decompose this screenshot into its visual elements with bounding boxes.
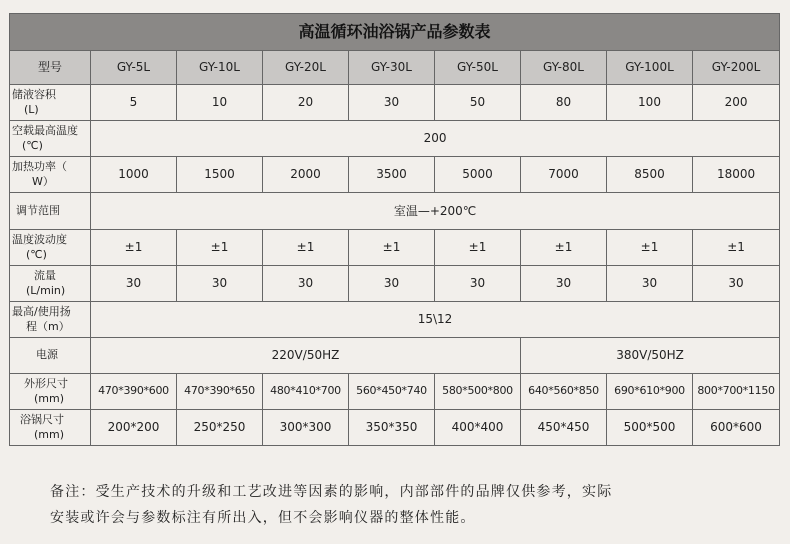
bath-size-cell: 400*400 [435,410,521,446]
power-supply-row [10,338,780,374]
max-temp-row [10,121,780,157]
fluctuation-cell: ±1 [607,230,693,266]
flow-cell: 30 [607,266,693,302]
capacity-label [10,85,91,121]
capacity-cell: 50 [435,85,521,121]
fluctuation-cell: ±1 [435,230,521,266]
power-cell: 5000 [435,157,521,193]
max-temp-label [10,121,91,157]
power-label [10,157,91,193]
flow-cell: 30 [349,266,435,302]
power-supply-small-models: 220V/50HZ [91,338,521,374]
model-header-cell: GY-10L [177,51,263,85]
power-cell: 2000 [263,157,349,193]
flow-label-line2: (L/min) [26,283,66,297]
model-header-cell: GY-80L [521,51,607,85]
lift-label [10,302,91,338]
power-cell: 8500 [607,157,693,193]
power-supply-label: 电源 [10,338,91,374]
range-value: 室温—+200℃ [91,193,780,230]
capacity-label-line1: 储液容积 [12,88,56,102]
capacity-label-line2: (L) [24,102,39,116]
fluctuation-label [10,230,91,266]
outer-size-label-line1: 外形尺寸 [24,377,68,391]
lift-label-line2: 程（m） [26,319,70,333]
model-header-cell: GY-50L [435,51,521,85]
capacity-cell: 200 [693,85,780,121]
power-supply-large-models: 380V/50HZ [521,338,780,374]
fluctuation-label-line1: 温度波动度 [12,233,67,247]
range-label: 调节范围 [10,193,91,230]
flow-cell: 30 [263,266,349,302]
power-cell: 1000 [91,157,177,193]
power-label-line1: 加热功率（ [12,160,67,174]
lift-value: 15\12 [91,302,780,338]
capacity-cell: 10 [177,85,263,121]
model-header-label: 型号 [10,51,91,85]
fluctuation-cell: ±1 [263,230,349,266]
capacity-cell: 80 [521,85,607,121]
outer-size-row [10,374,780,410]
capacity-cell: 5 [91,85,177,121]
power-cell: 7000 [521,157,607,193]
capacity-row [10,85,780,121]
fluctuation-cell: ±1 [521,230,607,266]
power-cell: 3500 [349,157,435,193]
fluctuation-label-line2: (℃) [26,247,47,261]
outer-size-cell: 480*410*700 [263,374,349,410]
model-header-cell: GY-100L [607,51,693,85]
outer-size-cell: 800*700*1150 [693,374,780,410]
range-row [10,193,780,230]
bath-size-cell: 350*350 [349,410,435,446]
model-header-cell: GY-20L [263,51,349,85]
bath-size-cell: 300*300 [263,410,349,446]
capacity-cell: 20 [263,85,349,121]
outer-size-cell: 580*500*800 [435,374,521,410]
disclaimer-note [50,479,770,531]
fluctuation-cell: ±1 [91,230,177,266]
bath-size-label-line2: (mm) [34,427,65,441]
bath-size-cell: 450*450 [521,410,607,446]
power-cell: 1500 [177,157,263,193]
bath-size-cell: 600*600 [693,410,780,446]
outer-size-cell: 560*450*740 [349,374,435,410]
max-temp-label-line2: (℃) [22,138,43,152]
fluctuation-cell: ±1 [177,230,263,266]
flow-label [10,266,91,302]
note-line: 备注：受生产技术的升级和工艺改进等因素的影响，内部部件的品牌仅供参考，实际 [50,484,613,500]
bath-size-label-line1: 浴锅尺寸 [20,413,64,427]
outer-size-cell: 640*560*850 [521,374,607,410]
bath-size-cell: 250*250 [177,410,263,446]
bath-size-cell: 500*500 [607,410,693,446]
lift-label-line1: 最高/使用扬 [12,305,71,319]
model-header-row [10,51,780,85]
model-header-cell: GY-30L [349,51,435,85]
flow-cell: 30 [435,266,521,302]
bath-size-cell: 200*200 [91,410,177,446]
flow-cell: 30 [91,266,177,302]
max-temp-label-line1: 空载最高温度 [12,124,78,138]
model-header-cell: GY-5L [91,51,177,85]
capacity-cell: 30 [349,85,435,121]
bath-size-label [10,410,91,446]
power-row [10,157,780,193]
power-cell: 18000 [693,157,780,193]
outer-size-cell: 470*390*600 [91,374,177,410]
spec-table [9,13,780,446]
outer-size-cell: 470*390*650 [177,374,263,410]
outer-size-cell: 690*610*900 [607,374,693,410]
fluctuation-cell: ±1 [349,230,435,266]
bath-size-row [10,410,780,446]
power-label-line2: W） [32,174,54,188]
title-row [10,14,780,51]
fluctuation-row [10,230,780,266]
flow-label-line1: 流量 [34,269,56,283]
table-title: 高温循环油浴锅产品参数表 [10,14,780,51]
fluctuation-cell: ±1 [693,230,780,266]
flow-cell: 30 [521,266,607,302]
flow-cell: 30 [177,266,263,302]
outer-size-label [10,374,91,410]
capacity-cell: 100 [607,85,693,121]
flow-row [10,266,780,302]
flow-cell: 30 [693,266,780,302]
outer-size-label-line2: (mm) [34,391,65,405]
model-header-cell: GY-200L [693,51,780,85]
max-temp-value: 200 [91,121,780,157]
note-line: 安装或许会与参数标注有所出入，但不会影响仪器的整体性能。 [50,510,476,526]
lift-row [10,302,780,338]
